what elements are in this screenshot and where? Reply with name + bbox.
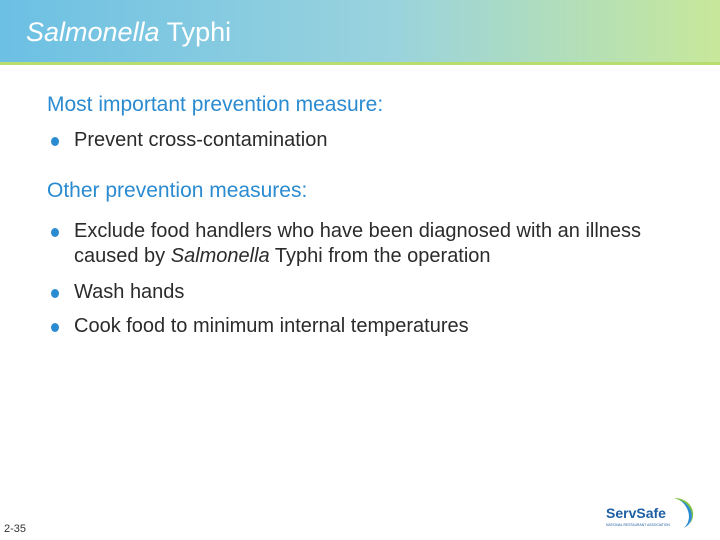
list-item-text: Prevent cross-contamination <box>74 129 328 151</box>
bullet-icon <box>51 323 59 332</box>
most-important-list <box>47 128 687 153</box>
list-item-text-italic: Salmonella <box>170 245 270 267</box>
other-measures-list <box>47 219 687 339</box>
most-important-heading: Most important prevention measure: <box>47 93 384 116</box>
list-item <box>47 314 687 339</box>
list-item <box>47 280 687 305</box>
list-item-text-a: Exclude food handlers who have been diagnosed with an illness caused by <box>74 220 642 267</box>
servsafe-logo <box>604 496 700 532</box>
slide-title-rest: Typhi <box>159 17 232 47</box>
list-item-text: Wash hands <box>74 281 185 303</box>
list-item <box>47 128 687 153</box>
list-item-text-b: Typhi from the operation <box>269 245 491 267</box>
logo-tagline: NATIONAL RESTAURANT ASSOCIATION <box>606 523 670 527</box>
bullet-icon <box>51 228 59 237</box>
other-measures-heading: Other prevention measures: <box>47 179 308 202</box>
title-divider <box>0 62 720 65</box>
slide-title-italic: Salmonella <box>26 17 160 47</box>
bullet-icon <box>51 289 59 298</box>
list-item-text: Cook food to minimum internal temperatures <box>74 315 469 337</box>
bullet-icon <box>51 137 59 146</box>
slide-title <box>26 17 231 48</box>
page-number: 2-35 <box>4 523 27 535</box>
logo-text: ServSafe <box>606 505 666 521</box>
list-item <box>47 219 687 269</box>
